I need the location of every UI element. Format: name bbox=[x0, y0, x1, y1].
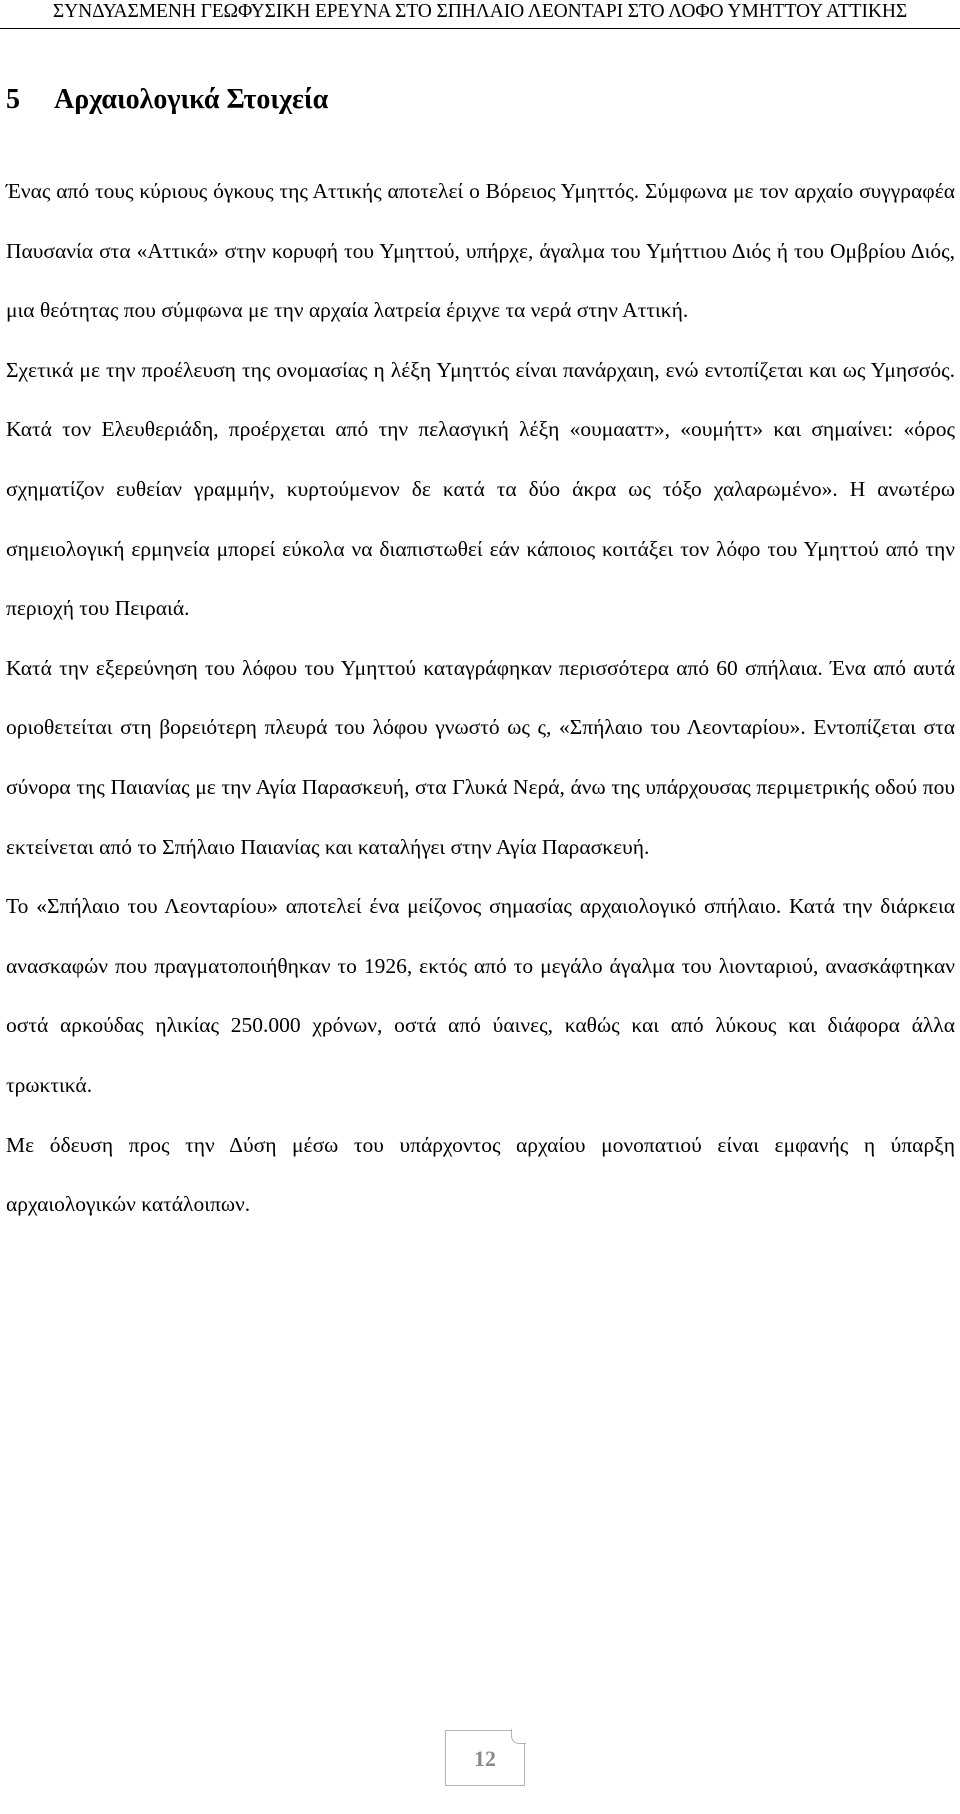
running-header bbox=[0, 0, 960, 29]
page-number-box bbox=[445, 1730, 525, 1786]
paragraph: Σχετικά με την προέλευση της ονομασίας η λέξη Υμηττός είναι πανάρχαιη, ενώ εντοπίζεται και ως Υμησσός. Κατά τον Ελευθεριάδη, προέρχεται από την πελασγική λέξη «ουμαατт», «ουμήττ» και σημαίνει: «όρος σχηματίζον ευθείαν γραμμήν, κυρτούμενον δε κατά τα δύο άκρα ως τόξο χαλαρωμένο». Η ανωτέρω σημειολογική ερμηνεία μπορεί εύκολα να διαπιστωθεί εάν κάποιος κοιτάξει τον λόφο του Υμηττού από την περιοχή του Πειραιά. bbox=[6, 357, 955, 621]
paragraph: Με όδευση προς την Δύση μέσω του υπάρχοντος αρχαίου μονοπατιού είναι εμφανής η ύπαρξη αρχαιολογικών κατάλοιπων. bbox=[6, 1132, 955, 1217]
page-number: 12 bbox=[474, 1746, 496, 1771]
running-header-text: ΣΥΝΔΥΑΣΜΕΝΗ ΓΕΩΦΥΣΙΚΗ ΕΡΕΥΝΑ ΣΤΟ ΣΠΗΛΑΙΟ ΛΕΟΝΤΑΡΙ ΣΤΟ ΛΟΦΟ ΥΜΗΤΤΟΥ ΑΤΤΙΚΗΣ bbox=[52, 1, 908, 22]
section-number: 5 bbox=[6, 84, 20, 115]
section-heading bbox=[6, 82, 328, 118]
body-text bbox=[6, 162, 955, 1235]
paragraph: Το «Σπήλαιο του Λεονταρίου» αποτελεί ένα μείζονος σημασίας αρχαιολογικό σπήλαιο. Κατά την διάρκεια ανασκαφών που πραγματοποιήθηκαν το 1926, εκτός από το μεγάλο άγαλμα του λιονταριού, ανασκάφτηκαν οστά αρκούδας ηλικίας 250.000 χρόνων, οστά από ύαινες, καθώς και από λύκους και διάφορα άλλα τρωκτικά. bbox=[6, 894, 955, 1097]
section-title: Αρχαιολογικά Στοιχεία bbox=[54, 84, 329, 115]
paragraph: Κατά την εξερεύνηση του λόφου του Υμηττού καταγράφηκαν περισσότερα από 60 σπήλαια. Ένα από αυτά οριοθετείται στη βορειότερη πλευρά του λόφου γνωστό ως ς, «Σπήλαιο του Λεονταρίου». Εντοπίζεται στα σύνορα της Παιανίας με την Αγία Παρασκευή, στα Γλυκά Νερά, άνω της υπάρχουσας περιμετρικής οδού που εκτείνεται από το Σπήλαιο Παιανίας και καταλήγει στην Αγία Παρασκευή. bbox=[6, 655, 955, 859]
paragraph: Ένας από τους κύριους όγκους της Αττικής αποτελεί ο Βόρειος Υμηττός. Σύμφωνα με τον αρχαίο συγγραφέα Παυσανία στα «Αττικά» στην κορυφή του Υμηττού, υπήρχε, άγαλμα του Υμήττιου Διός ή του Ομβρίου Διός, μια θεότητας που σύμφωνα με την αρχαία λατρεία έριχνε τα νερά στην Αττική. bbox=[6, 179, 955, 323]
